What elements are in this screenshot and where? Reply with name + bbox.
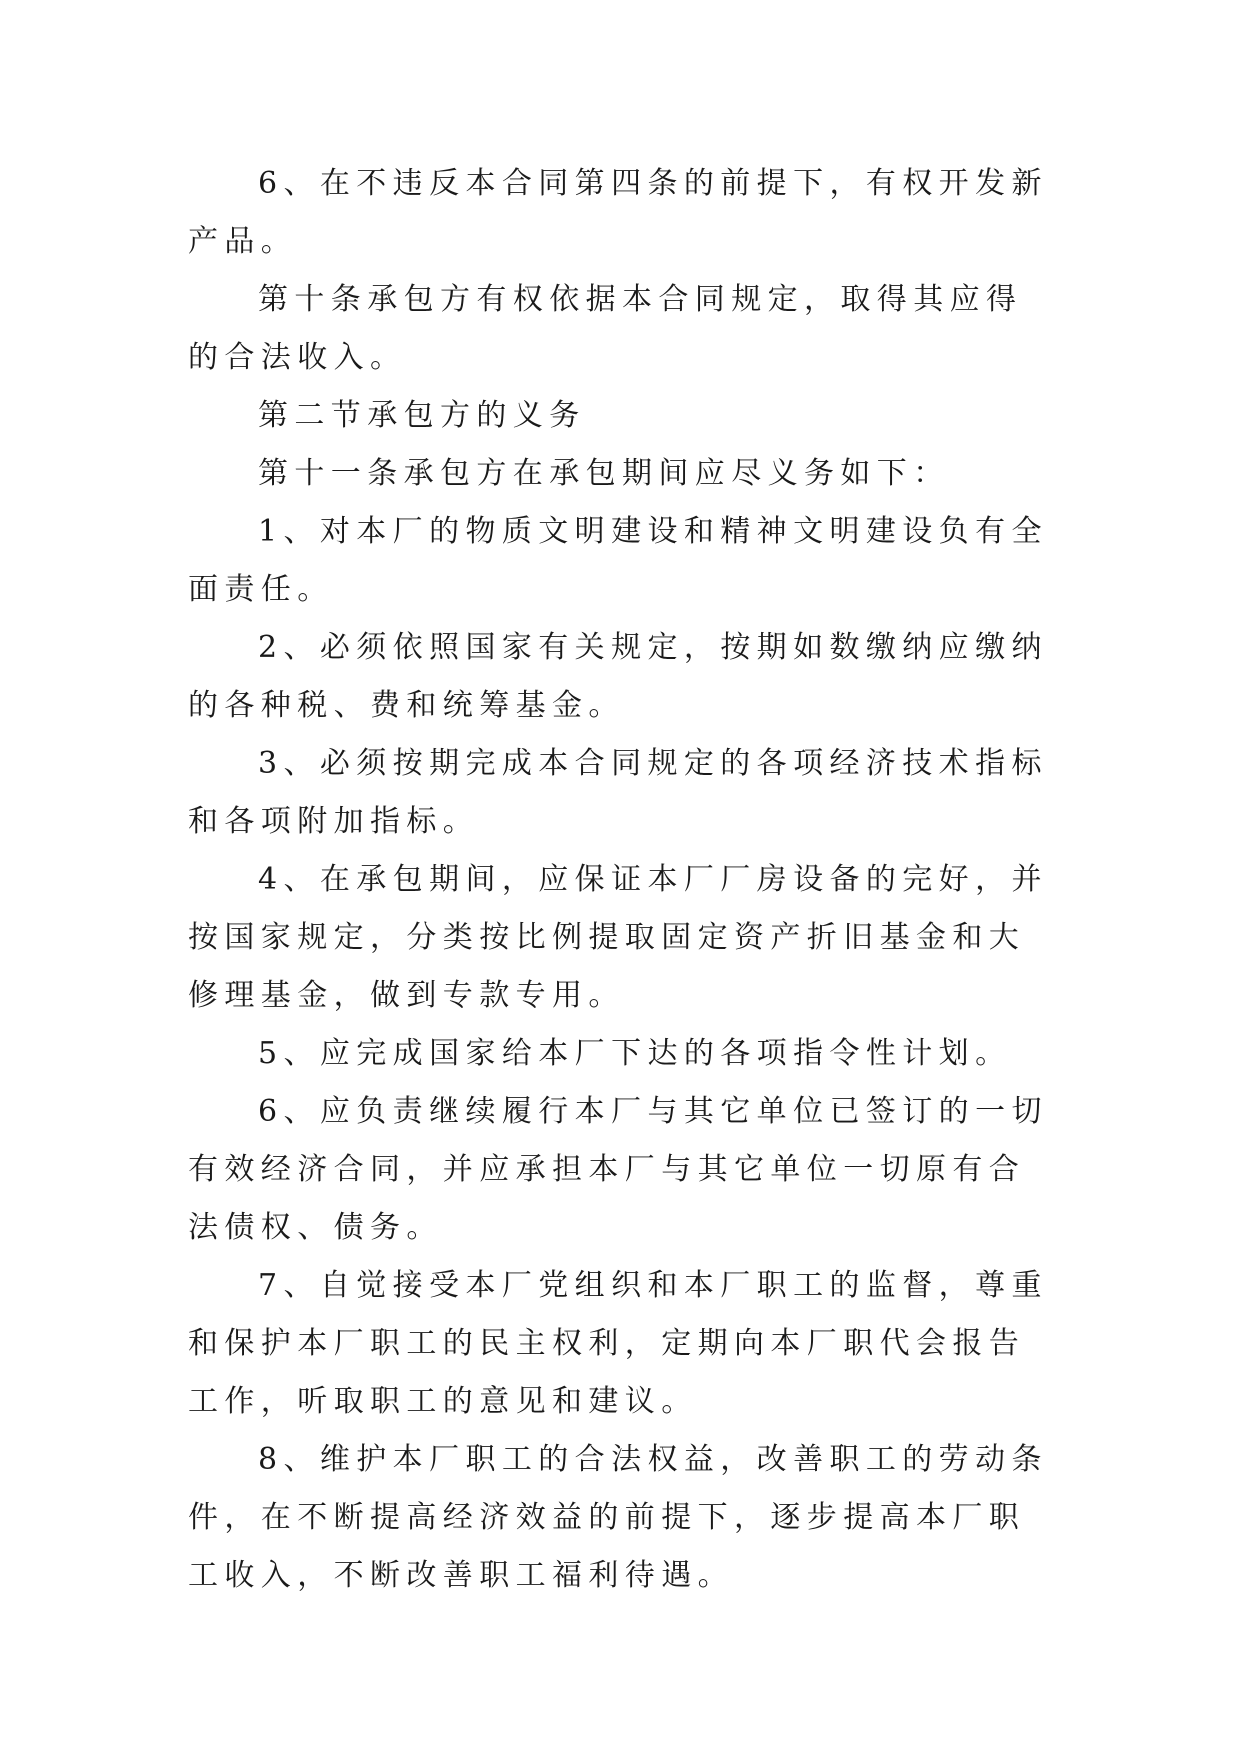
- paragraph-article-10: 第十条承包方有权依据本合同规定，取得其应得的合法收入。: [188, 282, 1023, 375]
- paragraph-item-6-new-products: 6、在不违反本合同第四条的前提下，有权开发新产品。: [188, 166, 1048, 259]
- section-heading-obligations: 第二节承包方的义务: [258, 398, 586, 433]
- paragraph-obligation-2: 2、必须依照国家有关规定，按期如数缴纳应缴纳的各种税、费和统筹基金。: [188, 630, 1048, 723]
- paragraph-article-11: 第十一条承包方在承包期间应尽义务如下：: [258, 456, 950, 491]
- paragraph-obligation-4: 4、在承包期间，应保证本厂厂房设备的完好，并按国家规定，分类按比例提取固定资产折旧基金和大修理基金，做到专款专用。: [188, 862, 1048, 1013]
- paragraph-obligation-5: 5、应完成国家给本厂下达的各项指令性计划。: [258, 1036, 1012, 1071]
- paragraph-obligation-8: 8、维护本厂职工的合法权益，改善职工的劳动条件，在不断提高经济效益的前提下，逐步提高本厂职工收入，不断改善职工福利待遇。: [188, 1442, 1048, 1593]
- paragraph-obligation-6: 6、应负责继续履行本厂与其它单位已签订的一切有效经济合同，并应承担本厂与其它单位一切原有合法债权、债务。: [188, 1094, 1048, 1245]
- paragraph-obligation-3: 3、必须按期完成本合同规定的各项经济技术指标和各项附加指标。: [188, 746, 1048, 839]
- paragraph-obligation-7: 7、自觉接受本厂党组织和本厂职工的监督，尊重和保护本厂职工的民主权利，定期向本厂职代会报告工作，听取职工的意见和建议。: [188, 1268, 1048, 1419]
- document-page: [188, 155, 1058, 1605]
- paragraph-obligation-1: 1、对本厂的物质文明建设和精神文明建设负有全面责任。: [188, 514, 1048, 607]
